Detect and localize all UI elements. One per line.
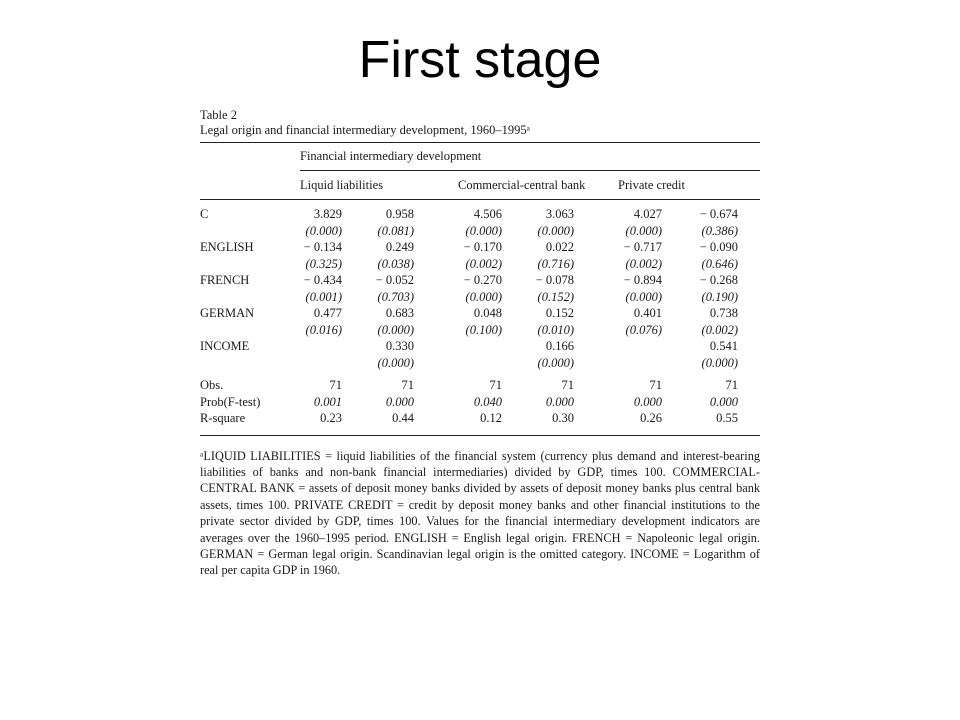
table-bottom-rule: [200, 435, 760, 436]
table-cell: 0.022: [545, 240, 574, 254]
table-cell: 0.040: [473, 394, 502, 409]
table-footnote: ᵃLIQUID LIABILITIES = liquid liabilities of the financial system (currency plus demand and interest-bearing liabilities of banks and non-bank financial intermediaries) divided by GDP, times 100. COMMERCIAL-CENTRAL BANK = assets of deposit money banks divided by assets of deposit money banks plus central bank assets, times 100. PRIVATE CREDIT = credit by deposit money banks and other financial institutions to the private sector divided by GDP, times 100. Values for the financial intermediary development indicators are averages over the 1960–1995 period. ENGLISH = English legal origin. FRENCH = Napoleonic legal origin. GERMAN = German legal origin. Scandinavian legal origin is the omitted category. INCOME = Logarithm of real per capita GDP in 1960.: [200, 448, 760, 578]
table-row: [200, 355, 760, 372]
table-cell: 0.55: [716, 411, 738, 425]
table-cell: − 0.268: [699, 273, 738, 287]
table-cell: 0.30: [552, 411, 574, 425]
table-cell: (0.000): [377, 355, 414, 370]
table-cell: (0.000): [377, 322, 414, 337]
table-cell: 0.958: [385, 207, 414, 221]
table-cell: − 0.717: [623, 240, 662, 254]
table-cell: 4.506: [473, 207, 502, 221]
table-cell: 0.12: [480, 411, 502, 425]
table-cell: − 0.170: [463, 240, 502, 254]
table-cell: (0.001): [305, 289, 342, 304]
table-cell: 0.330: [385, 339, 414, 353]
table-cell: (0.002): [625, 256, 662, 271]
slide-title: First stage: [358, 31, 602, 89]
table-cell: (0.386): [701, 223, 738, 238]
table-cell: 0.26: [640, 411, 662, 425]
table-cell: (0.002): [465, 256, 502, 271]
table-cell: 0.401: [633, 306, 662, 320]
table-cell: 0.477: [313, 306, 342, 320]
row-label: FRENCH: [200, 273, 250, 287]
group-header-liquid-liabilities: Liquid liabilities: [300, 178, 383, 192]
table-cell: (0.716): [537, 256, 574, 271]
table-cell: 0.000: [385, 394, 414, 409]
table-row: [200, 206, 760, 223]
table-cell: − 0.134: [303, 240, 342, 254]
table-cell: − 0.674: [699, 207, 738, 221]
table-row: [200, 272, 760, 289]
table-cell: (0.100): [465, 322, 502, 337]
table-cell: (0.000): [701, 355, 738, 370]
table-cell: 71: [725, 378, 738, 392]
table-cell: − 0.052: [375, 273, 414, 287]
row-label: Obs.: [200, 378, 224, 392]
table-row: [200, 377, 760, 394]
table-cell: − 0.078: [535, 273, 574, 287]
span-header: Financial intermediary development: [300, 149, 482, 163]
table-cell: 4.027: [633, 207, 662, 221]
table-cell: 71: [561, 378, 574, 392]
table-cell: 0.23: [320, 411, 342, 425]
table-cell: 71: [649, 378, 662, 392]
group-header-private-credit: Private credit: [618, 178, 685, 192]
table-cell: (0.076): [625, 322, 662, 337]
table-cell: (0.152): [537, 289, 574, 304]
table-cell: 0.738: [709, 306, 738, 320]
table-cell: (0.000): [465, 223, 502, 238]
table-row: [200, 289, 760, 306]
table-cell: 0.000: [633, 394, 662, 409]
table-row: [200, 223, 760, 240]
table-cell: 71: [489, 378, 502, 392]
table-row: [200, 305, 760, 322]
table-cell: 71: [329, 378, 342, 392]
table-cell: (0.000): [537, 223, 574, 238]
table-cell: (0.016): [305, 322, 342, 337]
group-header-row: [200, 171, 760, 199]
table-row: [200, 239, 760, 256]
table-cell: − 0.894: [623, 273, 662, 287]
table-cell: (0.081): [377, 223, 414, 238]
table-cell: (0.190): [701, 289, 738, 304]
table-number: Table 2: [200, 108, 237, 122]
table-cell: − 0.270: [463, 273, 502, 287]
table-row: [200, 322, 760, 339]
table-cell: (0.000): [625, 223, 662, 238]
table-cell: (0.325): [305, 256, 342, 271]
table-row: [200, 256, 760, 273]
table-cell: 71: [401, 378, 414, 392]
table-cell: (0.646): [701, 256, 738, 271]
table-cell: (0.000): [305, 223, 342, 238]
table-cell: (0.000): [465, 289, 502, 304]
table-cell: 3.063: [545, 207, 574, 221]
table-cell: 0.166: [545, 339, 574, 353]
table-cell: (0.038): [377, 256, 414, 271]
table-row: [200, 338, 760, 355]
row-label: GERMAN: [200, 306, 255, 320]
table-cell: 0.000: [545, 394, 574, 409]
table-cell: − 0.090: [699, 240, 738, 254]
table-cell: 0.152: [545, 306, 574, 320]
row-label: C: [200, 207, 209, 221]
table-cell: (0.703): [377, 289, 414, 304]
row-label: ENGLISH: [200, 240, 254, 254]
table-cell: 0.000: [709, 394, 738, 409]
header-rule: [200, 199, 760, 200]
group-header-commercial-central-bank: Commercial-central bank: [458, 178, 586, 192]
row-label: R-square: [200, 411, 246, 425]
table-caption: Legal origin and financial intermediary development, 1960–1995ᵃ: [200, 123, 531, 137]
row-label: INCOME: [200, 339, 250, 353]
table-cell: 0.048: [473, 306, 502, 320]
row-label: Prob(F-test): [200, 394, 261, 409]
table-cell: 0.44: [392, 411, 414, 425]
table-cell: 3.829: [313, 207, 342, 221]
table-body: [200, 206, 760, 427]
table-scan: [200, 108, 760, 579]
table-row: [200, 410, 760, 427]
table-cell: (0.010): [537, 322, 574, 337]
table-cell: 0.541: [709, 339, 738, 353]
table-cell: − 0.434: [303, 273, 342, 287]
table-cell: (0.000): [625, 289, 662, 304]
table-cell: (0.002): [701, 322, 738, 337]
table-cell: 0.683: [385, 306, 414, 320]
table-row: [200, 394, 760, 411]
table-cell: 0.249: [385, 240, 414, 254]
table-cell: (0.000): [537, 355, 574, 370]
table-cell: 0.001: [313, 394, 342, 409]
